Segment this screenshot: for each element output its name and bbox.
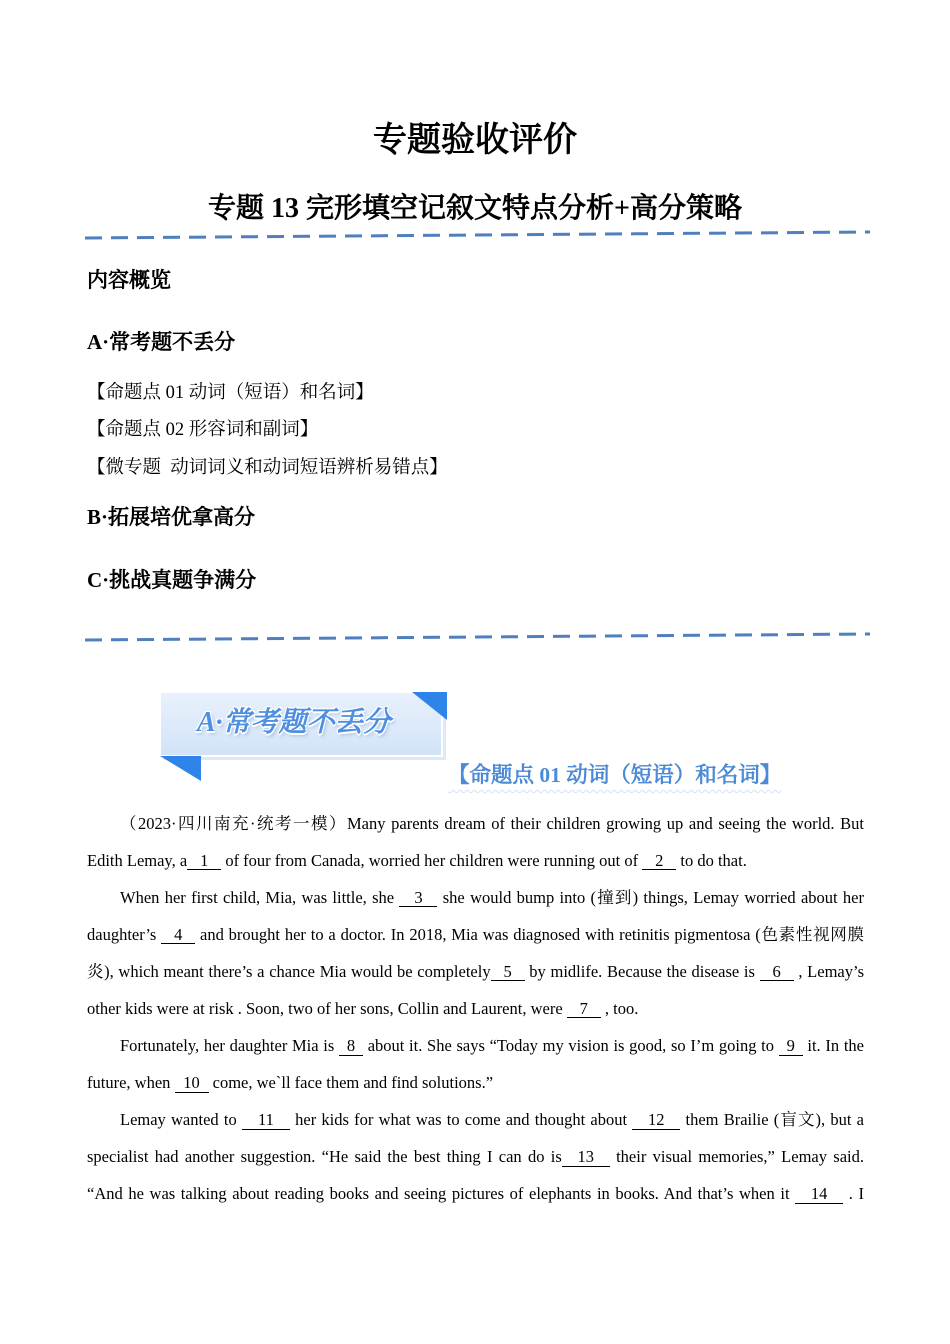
passage-line	[87, 879, 864, 916]
blank-11: 11	[242, 1112, 290, 1130]
blank-10: 10	[175, 1075, 209, 1093]
passage-paragraph	[87, 879, 864, 1027]
passage-text: her kids for what was to come and thought about	[289, 1110, 633, 1130]
passage-text: Many parents dream of their children growing up and seeing the world. But	[347, 813, 864, 833]
question-source: （2023·四川南充·统考一模）	[120, 813, 347, 833]
blank-13: 13	[562, 1149, 610, 1167]
blank-14: 14	[795, 1186, 843, 1204]
passage-line	[87, 990, 864, 1027]
passage-line	[87, 916, 864, 953]
passage-paragraph	[87, 1027, 864, 1101]
passage-text: , Lemay’s	[793, 961, 864, 981]
overview-section-a: A·常考题不丢分	[87, 330, 236, 354]
passage-line	[87, 842, 864, 879]
passage-line	[87, 1027, 864, 1064]
overview-section-b: B·拓展培优拿高分	[87, 505, 256, 529]
blank-12: 12	[632, 1112, 680, 1130]
passage-text: she would bump into (撞到) things, Lemay worried about her	[437, 887, 864, 907]
topic-heading: 【命题点 01 动词（短语）和名词】	[448, 763, 782, 787]
blank-3: 3	[399, 890, 437, 908]
overview-heading: 内容概览	[87, 268, 171, 292]
passage-text: and brought her to a doctor. In 2018, Mia was diagnosed with retinitis pigmentosa (色素性视网膜	[195, 924, 864, 944]
passage-text: about it. She says “Today my vision is good, so I’m going to	[363, 1036, 779, 1056]
blank-1: 1	[187, 853, 221, 871]
blank-4: 4	[161, 927, 195, 945]
overview-section-c: C·挑战真题争满分	[87, 568, 257, 592]
passage-text: daughter’s	[87, 924, 162, 944]
passage-text: them Brailie (盲文), but a	[680, 1110, 865, 1130]
passage-text: their visual memories,” Lemay said.	[609, 1147, 864, 1167]
page-subtitle: 专题 13 完形填空记叙文特点分析+高分策略	[208, 193, 742, 224]
blank-6: 6	[760, 964, 794, 982]
blank-9: 9	[779, 1038, 803, 1056]
passage-text: “And he was talking about reading books and seeing pictures of elephants in books. And that’s when it	[87, 1184, 796, 1204]
passage-text: of four from Canada, worried her children were running out of	[221, 850, 643, 870]
passage-text: 炎), which meant there’s a chance Mia would be completely	[87, 961, 491, 981]
blank-8: 8	[339, 1038, 363, 1056]
passage-text: it. In the	[802, 1036, 864, 1056]
passage-line	[87, 953, 864, 990]
passage-text: . I	[843, 1184, 864, 1204]
blank-7: 7	[567, 1001, 601, 1019]
passage-text: Fortunately, her daughter Mia is	[120, 1036, 339, 1056]
passage-text: come, we`ll face them and find solutions.”	[208, 1073, 494, 1093]
blank-2: 2	[642, 853, 676, 871]
passage-text: other kids were at risk . Soon, two of her sons, Collin and Laurent, were	[87, 998, 567, 1018]
passage-line	[87, 1138, 864, 1175]
passage-text: future, when	[87, 1073, 175, 1093]
divider-line	[0, 225, 950, 245]
divider-line	[0, 627, 950, 647]
passage-text: Lemay wanted to	[120, 1110, 242, 1130]
passage-text: by midlife. Because the disease is	[524, 961, 760, 981]
passage-paragraph	[87, 1101, 864, 1212]
passage-text: Edith Lemay, a	[87, 850, 188, 870]
cloze-passage	[87, 805, 864, 1213]
banner-label: A·常考题不丢分	[197, 707, 391, 738]
overview-item: 【命题点 02 形容词和副词】	[87, 420, 319, 440]
overview-item: 【命题点 01 动词（短语）和名词】	[87, 383, 374, 403]
passage-text: When her first child, Mia, was little, she	[120, 887, 400, 907]
passage-text: , too.	[600, 998, 639, 1018]
passage-text: to do that.	[676, 850, 747, 870]
passage-paragraph	[87, 805, 864, 879]
passage-line	[87, 1101, 864, 1138]
overview-item: 【微专题 动词词义和动词短语辨析易错点】	[87, 458, 448, 478]
passage-line	[87, 805, 864, 842]
passage-text: specialist had another suggestion. “He said the best thing I can do is	[87, 1147, 562, 1167]
passage-line	[87, 1064, 864, 1101]
page-title: 专题验收评价	[373, 122, 577, 159]
passage-line	[87, 1175, 864, 1212]
blank-5: 5	[491, 964, 525, 982]
